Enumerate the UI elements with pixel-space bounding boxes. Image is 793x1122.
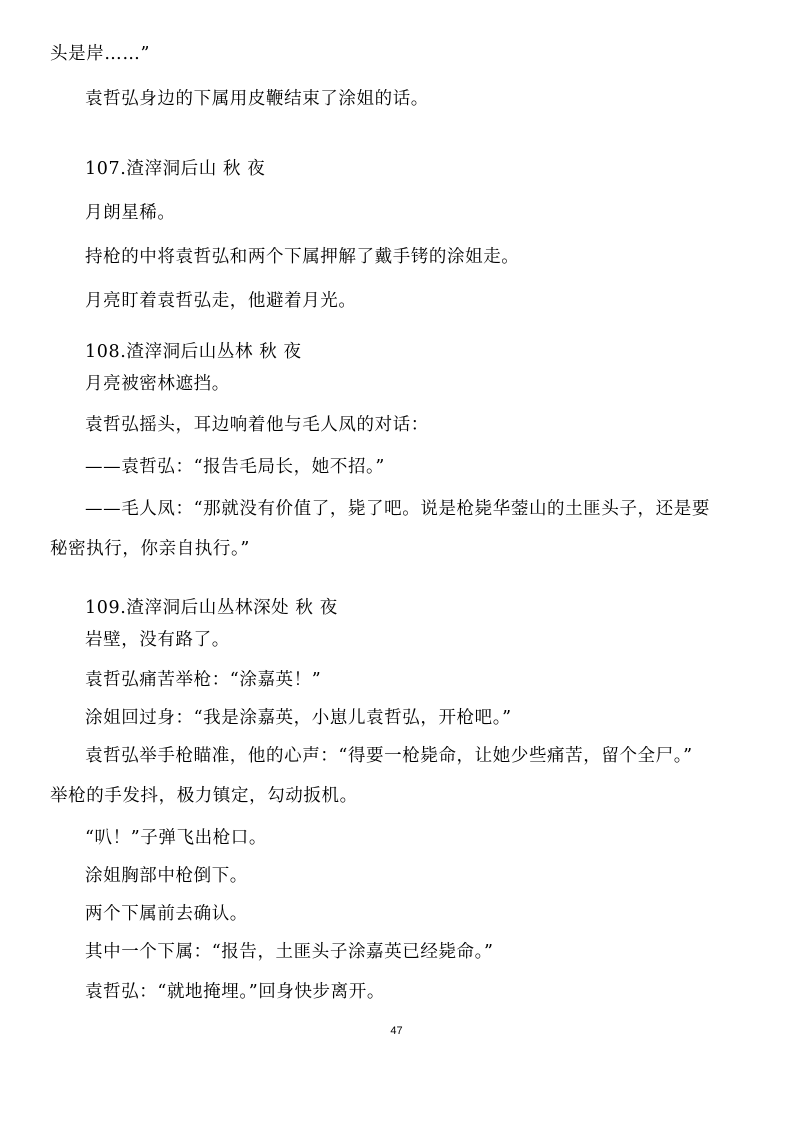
- scene-heading: 108.渣滓洞后山丛林 秋 夜: [85, 342, 302, 362]
- text-line: 月亮盯着袁哲弘走，他避着月光。: [85, 291, 357, 311]
- dialogue-line: ——袁哲弘：“报告毛局长，她不招。”: [85, 457, 385, 477]
- scene-heading: 109.渣滓洞后山丛林深处 秋 夜: [85, 598, 338, 618]
- scene-heading: 107.渣滓洞后山 秋 夜: [85, 159, 266, 179]
- text-line: “叭！”子弹飞出枪口。: [85, 828, 267, 848]
- page-number: 47: [390, 1025, 403, 1037]
- dialogue-line: 涂姐回过身：“我是涂嘉英，小崽儿袁哲弘，开枪吧。”: [85, 708, 512, 728]
- text-line: 袁哲弘摇头，耳边响着他与毛人凤的对话：: [85, 415, 429, 435]
- dialogue-line: 袁哲弘：“就地掩埋。”回身快步离开。: [85, 982, 385, 1002]
- text-line: 持枪的中将袁哲弘和两个下属押解了戴手铐的涂姐走。: [85, 247, 520, 267]
- text-line: 岩壁，没有路了。: [85, 630, 230, 650]
- dialogue-line: 袁哲弘痛苦举枪：“涂嘉英！”: [85, 670, 322, 690]
- dialogue-line: 袁哲弘举手枪瞄准，他的心声：“得要一枪毙命，让她少些痛苦，留个全尸。”: [85, 746, 693, 766]
- text-line: 月亮被密林遮挡。: [85, 374, 230, 394]
- text-line: 袁哲弘身边的下属用皮鞭结束了涂姐的话。: [85, 89, 429, 109]
- dialogue-line: 其中一个下属：“报告，土匪头子涂嘉英已经毙命。”: [85, 942, 494, 962]
- text-line: 月朗星稀。: [85, 203, 176, 223]
- text-line: 两个下属前去确认。: [85, 904, 248, 924]
- text-line: 举枪的手发抖，极力镇定，勾动扳机。: [50, 786, 358, 806]
- text-line: 涂姐胸部中枪倒下。: [85, 866, 248, 886]
- dialogue-line: ——毛人凤：“那就没有价值了，毙了吧。说是枪毙华蓥山的土匪头子，还是要: [85, 499, 710, 519]
- text-line: 头是岸……”: [50, 44, 151, 64]
- text-line: 秘密执行，你亲自执行。”: [50, 539, 250, 559]
